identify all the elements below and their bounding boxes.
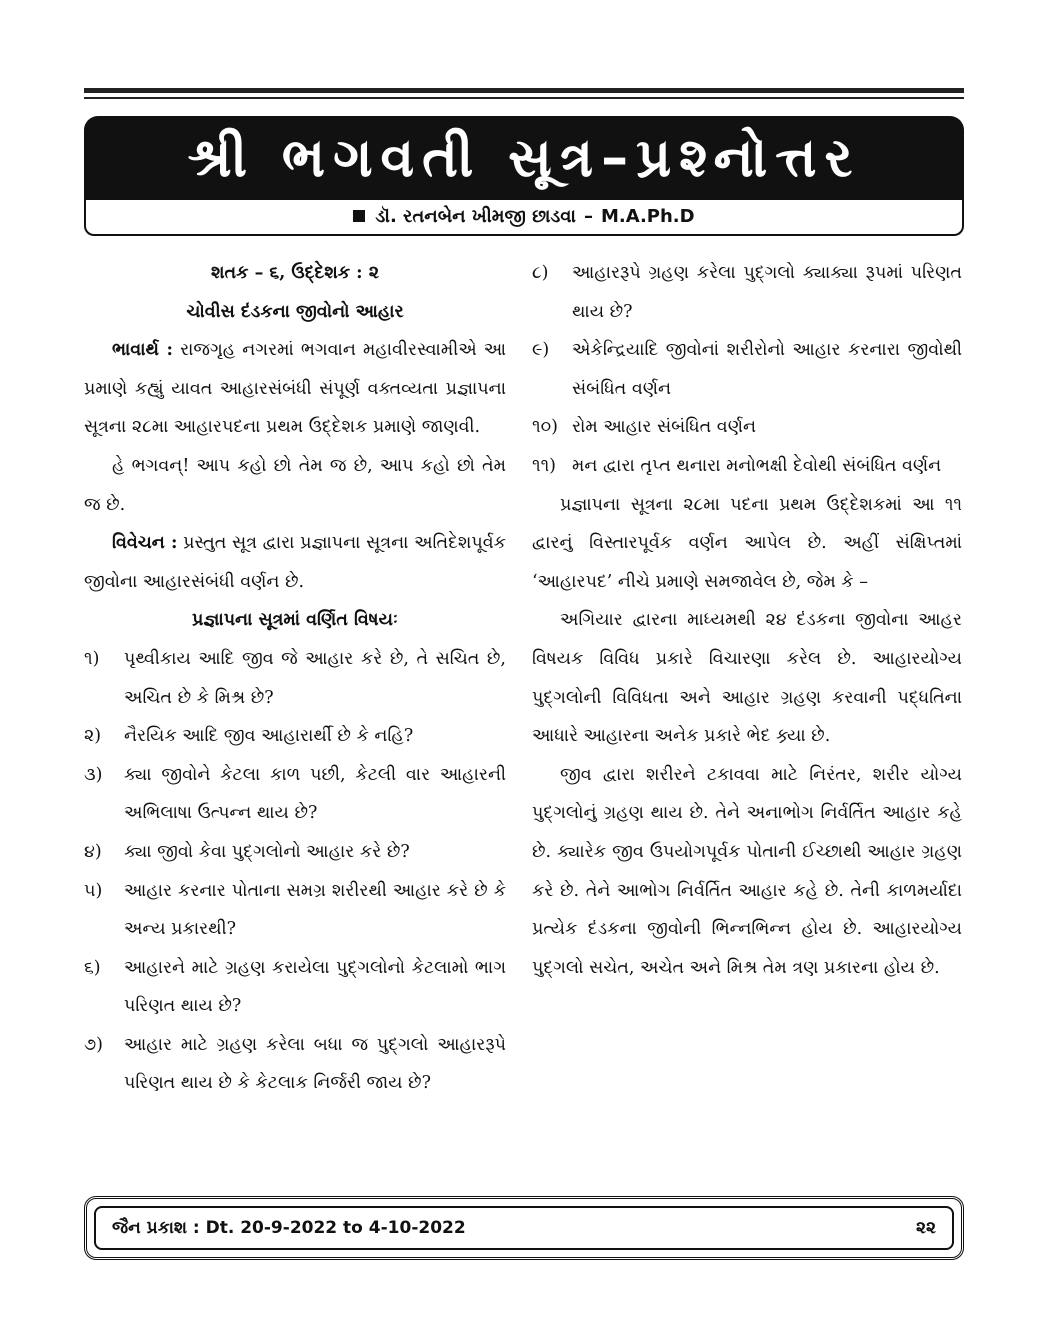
list-number: ૧) (84, 648, 100, 669)
body-paragraph: પ્રજ્ઞાપના સૂત્રના ૨૮મા પદના પ્રથમ ઉદ્દેશકમાં આ ૧૧ દ્વારનું વિસ્તારપૂર્વક વર્ણન આપેલ છે. અહીં સંક્ષિપ્તમાં ‘આહારપદ’ નીચે પ્રમાણે સમજાવેલ છે, જેમ કે – (532, 494, 962, 592)
list-text: એકેન્દ્રિયાદિ જીવોનાં શરીરોનો આહાર કરનારા જીવોથી સંબંધિત વર્ણન (572, 340, 962, 399)
topics-heading: પ્રજ્ઞાપના સૂત્રમાં વર્ણિત વિષયઃ (192, 610, 398, 631)
vivechan-text: પ્રસ્તુત સૂત્ર દ્વારા પ્રજ્ઞાપના સૂત્રના અતિદેશપૂર્વક જીવોના આહારસંબંધી વર્ણન છે. (84, 533, 506, 592)
top-rule-thin (84, 97, 964, 99)
list-text: રોમ આહાર સંબંધિત વર્ણન (572, 417, 756, 438)
list-text: ક્યા જીવો કેવા પુદ્ગલોનો આહાર કરે છે? (124, 841, 410, 862)
list-number: ૩) (84, 764, 103, 785)
list-text: ક્યા જીવોને કેટલા કાળ પછી, કેટલી વાર આહારની અભિલાષા ઉત્પન્ન થાય છે? (124, 764, 506, 824)
list-item (84, 717, 506, 756)
list-text: પૃથ્વીકાય આદિ જીવ જે આહાર કરે છે, તે સચિત છે, અચિત છે કે મિશ્ર છે? (124, 648, 506, 708)
author-line (84, 198, 964, 236)
left-column (84, 254, 506, 1103)
top-rule-thick (84, 88, 964, 93)
square-bullet-icon (353, 210, 365, 222)
list-item (84, 756, 506, 833)
list-text: મન દ્વારા તૃપ્ત થનારા મનોભક્ષી દેવોથી સંબંધિત વર્ણન (572, 455, 942, 476)
body-paragraph: જીવ દ્વારા શરીરને ટકાવવા માટે નિરંતર, શરીર યોગ્ય પુદ્ગલોનું ગ્રહણ થાય છે. તેને અનાભોગ નિર્વર્તિત આહાર કહે છે. ક્યારેક જીવ ઉપયોગપૂર્વક પોતાની ઈચ્છાથી આહાર ગ્રહણ કરે છે. તેને આભોગ નિર્વર્તિત આહાર કહે છે. તેની કાળમર્યાદા પ્રત્યેક દંડકના જીવોની ભિન્નભિન્ન હોય છે. આહારયોગ્ય પુદ્ગલો સચેત, અચેત અને મિશ્ર તેમ ત્રણ પ્રકારના હોય છે. (532, 764, 962, 978)
affirmation-paragraph: હે ભગવન્! આપ કહો છો તેમ જ છે, આપ કહો છો તેમ જ છે. (84, 455, 506, 515)
list-item (532, 447, 962, 486)
publication-info: જૈન પ્રકાશ : Dt. 20-9-2022 to 4-10-2022 (112, 1218, 466, 1238)
list-text: આહારને માટે ગ્રહણ કરાયેલા પુદ્ગલોનો કેટલામો ભાગ પરિણત થાય છે? (124, 957, 506, 1017)
footer-inner (94, 1206, 954, 1250)
page-number: ૨૨ (916, 1218, 936, 1238)
author-dash: – (583, 205, 593, 227)
list-item (84, 640, 506, 717)
bhavarth-paragraph (84, 331, 506, 447)
list-number: ૧૦) (532, 417, 558, 438)
list-text: આહાર કરનાર પોતાના સમગ્ર શરીરથી આહાર કરે છે કે અન્ય પ્રકારથી? (124, 880, 506, 940)
list-number: ૮) (532, 263, 549, 283)
author-degree: M.A.Ph.D (600, 205, 695, 227)
list-item (84, 1026, 506, 1103)
vivechan-label: વિવેચન : (112, 533, 178, 554)
bhavarth-text: રાજગૃહ નગરમાં ભગવાન મહાવીરસ્વામીએ આ પ્રમાણે કહ્યું યાવત આહારસંબંધી સંપૂર્ણ વક્તવ્યતા પ્રજ્ઞાપના સૂત્રના ૨૮મા આહારપદના પ્રથમ ઉદ્દેશક પ્રમાણે જાણવી. (84, 340, 506, 438)
article-title: શ્રી ભગવતી સૂત્ર–પ્રશ્નોત્તર (84, 116, 964, 200)
list-number: ૭) (84, 1034, 103, 1055)
list-item (532, 331, 962, 408)
list-text: નૈરયિક આદિ જીવ આહારાર્થી છે કે નહિ? (124, 726, 414, 747)
body-paragraph: અગિયાર દ્વારના માધ્યમથી ૨૪ દંડકના જીવોના આહર વિષયક વિવિધ પ્રકારે વિચારણા કરેલ છે. આહારયોગ્ય પુદ્ગલોની વિવિધતા અને આહાર ગ્રહણ કરવાની પદ્ધતિના આધારે આહારના અનેક પ્રકારે ભેદ ક્ર્યા છે. (532, 610, 962, 747)
author-name: ડૉ. રતનબેન ખીમજી છાડવા (375, 205, 576, 227)
list-item (84, 833, 506, 872)
list-item (84, 872, 506, 949)
page-footer (84, 1196, 964, 1260)
bhavarth-label: ભાવાર્થ : (112, 340, 173, 361)
list-item (532, 408, 962, 447)
list-number: ૧૧) (532, 455, 556, 476)
right-column (532, 254, 962, 987)
section-heading: ચોવીસ દંડકના જીવોનો આહાર (186, 301, 404, 322)
list-number: ૪) (84, 841, 102, 862)
list-number: ૬) (84, 957, 101, 978)
list-item (532, 254, 962, 331)
list-number: ૨) (84, 726, 102, 747)
list-number: ૯) (532, 340, 550, 361)
list-text: આહારરૂપે ગ્રહણ કરેલા પુદ્ગલો ક્યાક્યા રૂપમાં પરિણત થાય છે? (572, 263, 962, 322)
list-number: ૫) (84, 880, 103, 901)
list-text: આહાર માટે ગ્રહણ કરેલા બધા જ પુદ્ગલો આહારરૂપે પરિણત થાય છે કે કેટલાક નિર્જરી જાય છે? (124, 1034, 506, 1094)
vivechan-paragraph (84, 524, 506, 601)
section-label: શતક – ૬, ઉદ્દેશક : ૨ (211, 263, 379, 283)
list-item (84, 949, 506, 1026)
